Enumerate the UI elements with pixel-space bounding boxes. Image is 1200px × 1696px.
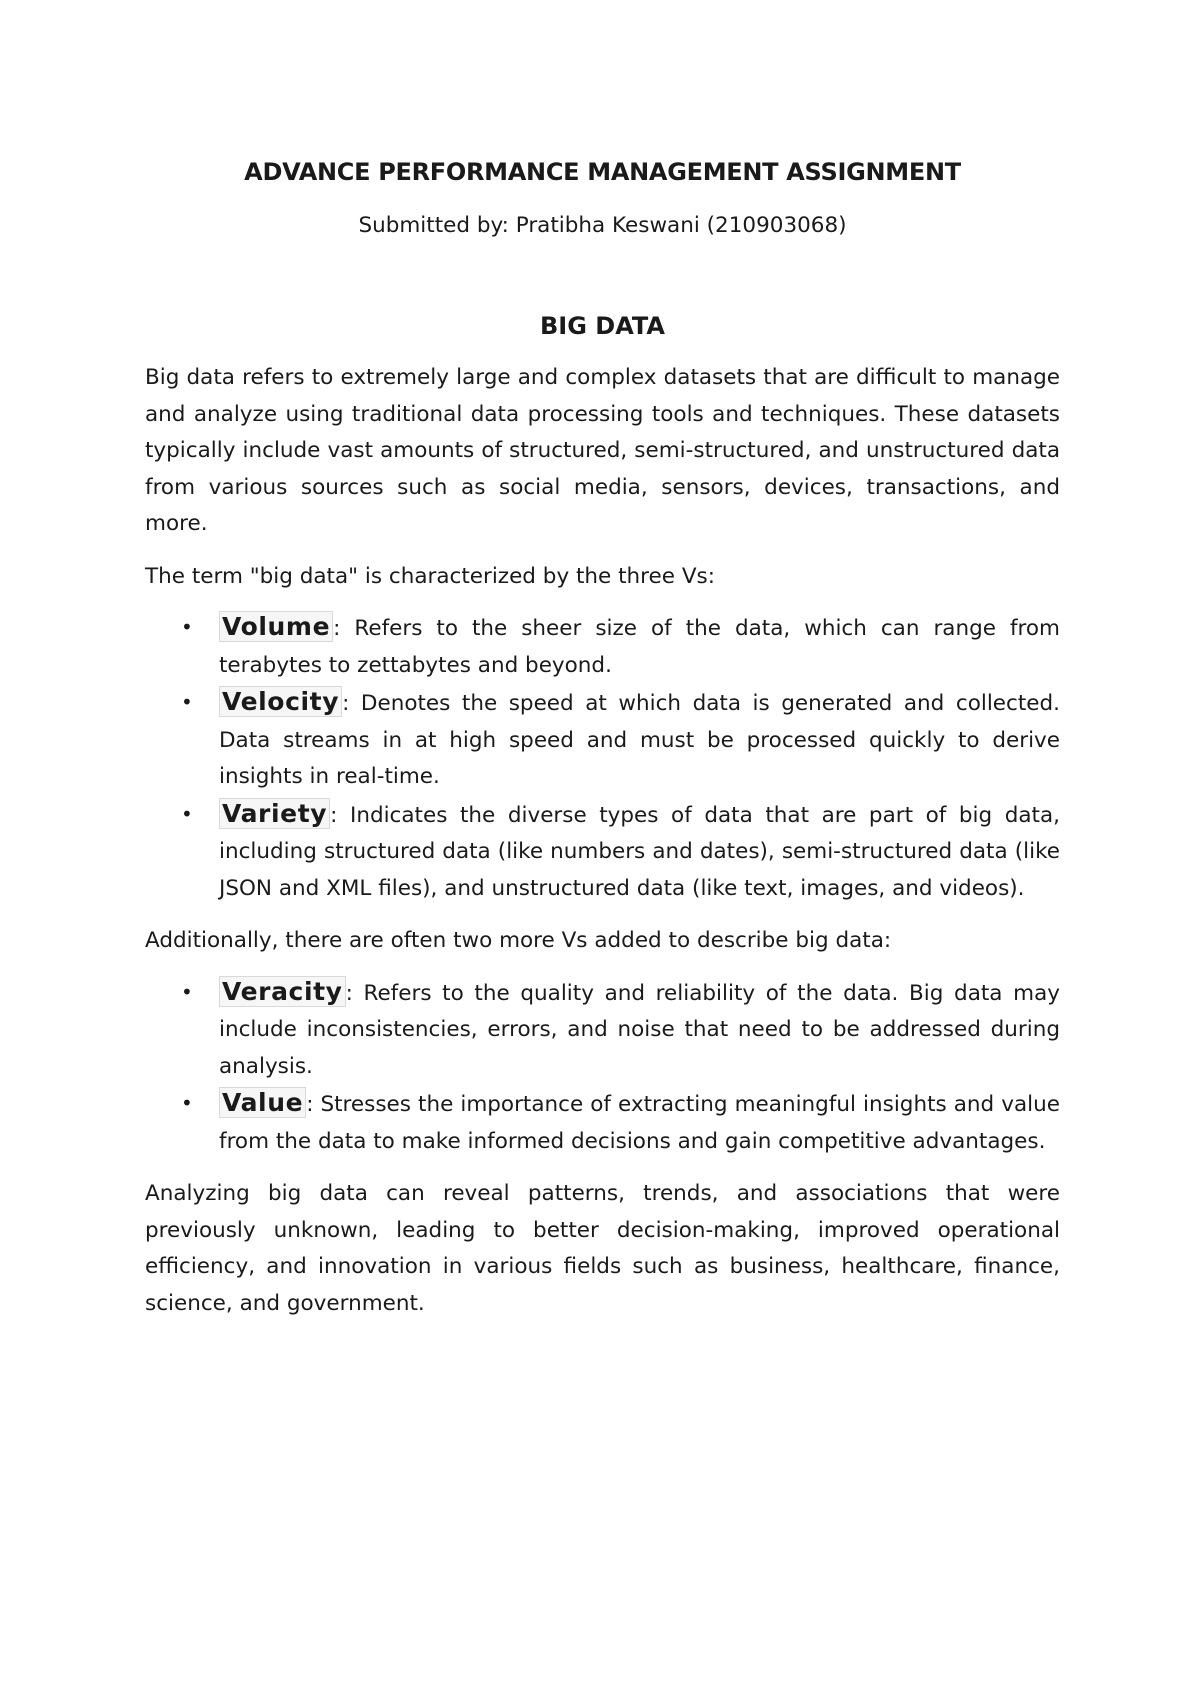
document-subtitle: Submitted by: Pratibha Keswani (210903068) xyxy=(358,213,847,238)
three-vs-list xyxy=(145,609,1060,907)
definition-velocity: : Denotes the speed at which data is generated and collected. Data streams in at high speed and must be processed quickly to derive insights in real-time. xyxy=(219,691,1060,789)
bullet-icon: • xyxy=(181,1091,193,1115)
term-velocity: Velocity xyxy=(219,686,342,717)
definition-volume: : Refers to the sheer size of the data, which can range from terabytes to zettabytes and beyond. xyxy=(219,616,1060,678)
intro-paragraph: Big data refers to extremely large and complex datasets that are difficult to manage and analyze using traditional data processing tools and techniques. These datasets typically include vast amounts of structured, semi-structured, and unstructured data from various sources such as social media, sensors, devices, transactions, and more. xyxy=(145,365,1060,536)
list-item-veracity xyxy=(145,974,1060,1086)
document-title: ADVANCE PERFORMANCE MANAGEMENT ASSIGNMENT xyxy=(244,158,961,186)
additional-vs-list xyxy=(145,974,1060,1161)
term-volume: Volume xyxy=(219,611,333,642)
bullet-icon: • xyxy=(181,801,193,826)
bullet-icon: • xyxy=(181,615,193,639)
document-page xyxy=(145,140,1060,1322)
definition-veracity: : Refers to the quality and reliability of the data. Big data may include inconsistencies, errors, and noise that need to be addressed during analysis. xyxy=(219,980,1060,1079)
closing-paragraph: Analyzing big data can reveal patterns, trends, and associations that were previously unknown, leading to better decision-making, improved operational efficiency, and innovation in various fields such as business, healthcare, finance, science, and government. xyxy=(145,1181,1060,1316)
three-vs-intro: The term "big data" is characterized by the three Vs: xyxy=(145,563,715,589)
list-item-volume xyxy=(145,609,1060,684)
list-item-velocity xyxy=(145,684,1060,796)
section-title: BIG DATA xyxy=(540,312,665,340)
list-item-variety xyxy=(145,796,1060,908)
definition-value: : Stresses the importance of extracting meaningful insights and value from the data to make informed decisions and gain competitive advantages. xyxy=(219,1092,1060,1154)
definition-variety: : Indicates the diverse types of data that are part of big data, including structured data (like numbers and dates), semi-structured data (like JSON and XML files), and unstructured data (like text, images, and videos). xyxy=(219,802,1060,901)
bullet-icon: • xyxy=(181,979,193,1004)
term-variety: Variety xyxy=(219,798,330,829)
additional-vs-intro: Additionally, there are often two more Vs added to describe big data: xyxy=(145,928,892,953)
term-value: Value xyxy=(219,1087,306,1118)
term-veracity: Veracity xyxy=(219,976,346,1007)
bullet-icon: • xyxy=(181,690,193,714)
list-item-value xyxy=(145,1085,1060,1160)
